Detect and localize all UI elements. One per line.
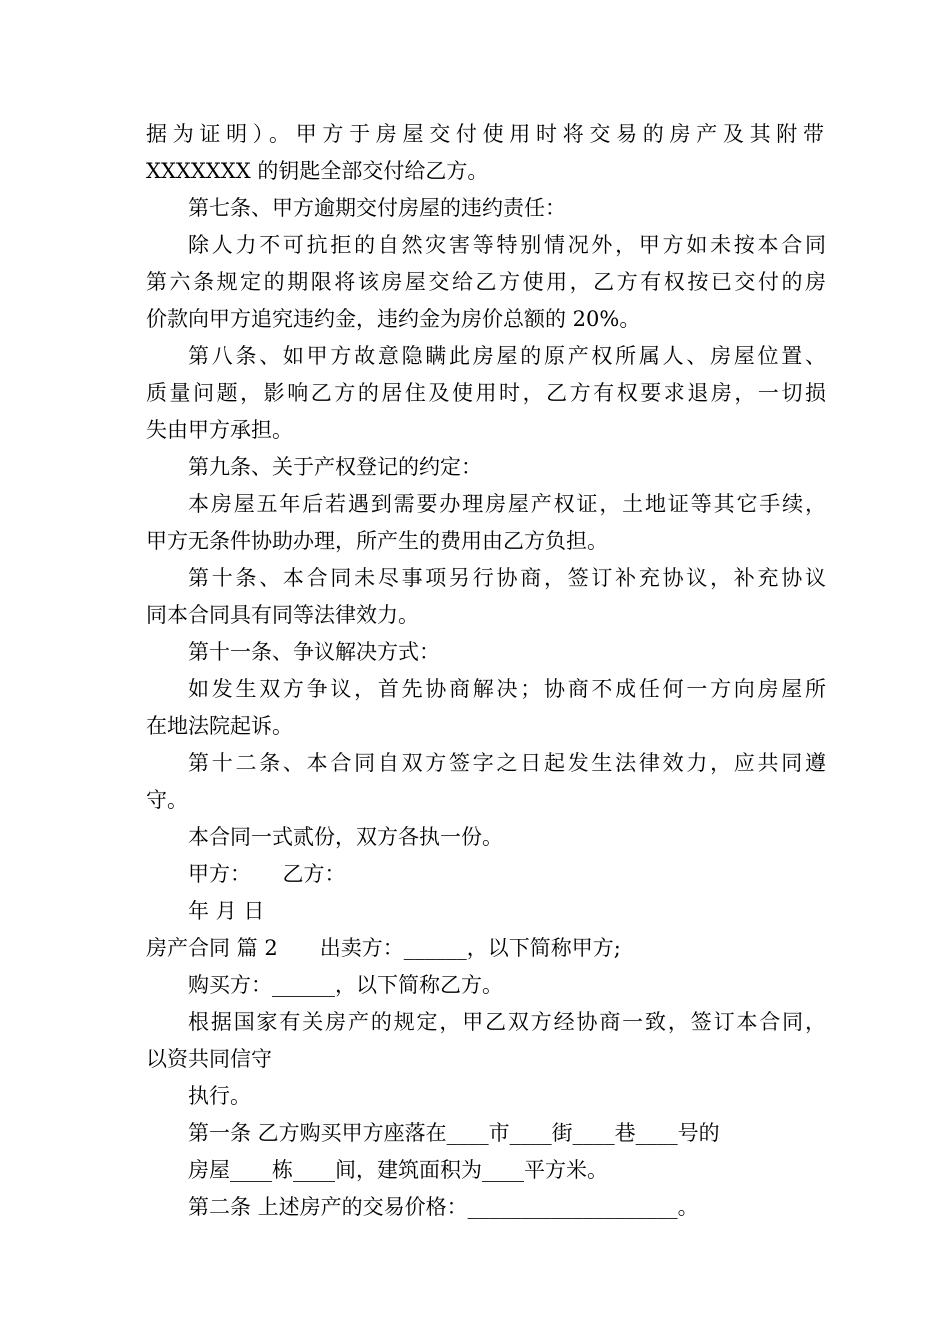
paragraph-line: 在地法院起诉。 (146, 714, 293, 738)
paragraph-line: 失由甲方承担。 (146, 418, 293, 442)
clause-heading: 第一条 乙方购买甲方座落在____市____街____巷____号的 (188, 1121, 720, 1145)
paragraph-line: 执行。 (188, 1084, 251, 1108)
clause-heading: 第二条 上述房产的交易价格：____________________。 (188, 1195, 699, 1219)
paragraph-line: 购买方：______，以下简称乙方。 (188, 973, 503, 997)
paragraph-line: 本房屋五年后若遇到需要办理房屋产权证，土地证等其它手续， (188, 492, 826, 516)
paragraph-line: 价款向甲方追究违约金，违约金为房价总额的 20%。 (146, 307, 641, 331)
clause-heading: 第八条、如甲方故意隐瞒此房屋的原产权所属人、房屋位置、 (188, 344, 826, 368)
paragraph-line: 如发生双方争议，首先协商解决；协商不成任何一方向房屋所 (188, 677, 826, 701)
clause-heading: 第七条、甲方逾期交付房屋的违约责任： (188, 196, 566, 220)
section-heading: 房产合同 篇 2 出卖方：______，以下简称甲方; (146, 936, 621, 960)
paragraph-line: 质量问题，影响乙方的居住及使用时，乙方有权要求退房，一切损 (146, 381, 826, 405)
clause-heading: 第十一条、争议解决方式： (188, 640, 440, 664)
clause-heading: 第十条、本合同未尽事项另行协商，签订补充协议，补充协议 (188, 566, 826, 590)
paragraph-line: 第六条规定的期限将该房屋交给乙方使用，乙方有权按已交付的房 (146, 270, 826, 294)
paragraph-line: 房屋____栋____间，建筑面积为____平方米。 (188, 1158, 608, 1182)
paragraph-line: 同本合同具有同等法律效力。 (146, 603, 419, 627)
paragraph-line: 本合同一式贰份，双方各执一份。 (188, 825, 503, 849)
clause-heading: 第十二条、本合同自双方签字之日起发生法律效力，应共同遵 (188, 751, 826, 775)
document-page (146, 116, 826, 1226)
paragraph-line: 甲方无条件协助办理，所产生的费用由乙方负担。 (146, 529, 608, 553)
signature-line: 甲方： 乙方： (188, 862, 346, 886)
paragraph-line: 以资共同信守 (146, 1047, 272, 1071)
date-line: 年 月 日 (188, 899, 265, 923)
paragraph-line: 据为证明）。甲方于房屋交付使用时将交易的房产及其附带 (146, 122, 826, 146)
paragraph-line: 除人力不可抗拒的自然灾害等特别情况外，甲方如未按本合同 (188, 233, 826, 257)
paragraph-line: XXXXXXX 的钥匙全部交付给乙方。 (146, 159, 489, 183)
paragraph-line: 守。 (146, 788, 188, 812)
paragraph-line: 根据国家有关房产的规定，甲乙双方经协商一致，签订本合同， (188, 1010, 826, 1034)
clause-heading: 第九条、关于产权登记的约定： (188, 455, 482, 479)
